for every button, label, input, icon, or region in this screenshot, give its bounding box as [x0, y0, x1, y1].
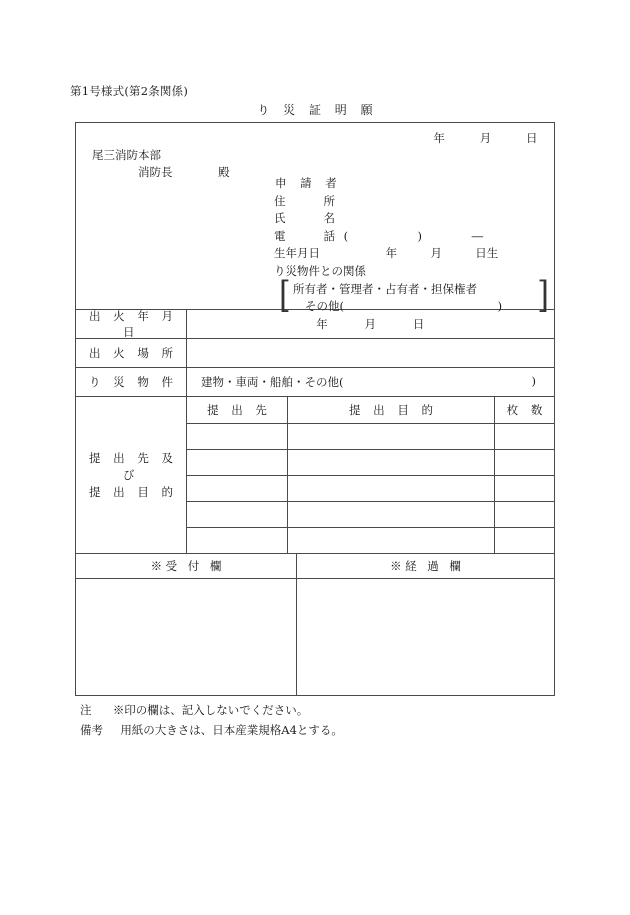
form-number: 第1号様式(第2条関係)	[70, 84, 189, 98]
office-use-body-row	[76, 578, 554, 695]
cell-quantity[interactable]	[494, 424, 554, 449]
submission-label-line1: 提 出 先 及 び	[89, 450, 178, 482]
progress-header: ※経 過 欄	[296, 554, 554, 578]
applicant-block	[76, 123, 554, 317]
cell-quantity[interactable]	[494, 450, 554, 475]
col-header-destination: 提 出 先	[207, 403, 272, 417]
birthdate-row[interactable]	[274, 245, 549, 263]
property-row	[76, 367, 554, 396]
bracket-left: [	[279, 274, 291, 317]
address-row[interactable]	[274, 193, 549, 211]
chief-honorific: 殿	[218, 165, 230, 179]
cell-quantity[interactable]	[494, 476, 554, 501]
property-label-cell	[76, 368, 186, 396]
form-frame	[75, 122, 555, 696]
property-options[interactable]: 建物・車両・船舶・その他(	[201, 375, 344, 389]
applicant-section-row	[76, 123, 554, 317]
fire-date-month: 月	[364, 317, 377, 331]
chief-title: 消防長	[138, 165, 173, 179]
col-header-purpose: 提 出 目 的	[287, 397, 494, 423]
cell-destination[interactable]	[187, 424, 287, 449]
fire-place-row	[76, 338, 554, 367]
submission-wrap	[76, 397, 554, 553]
application-date-day: 日	[526, 131, 538, 145]
application-date-month: 月	[479, 131, 492, 145]
fire-date-label: 出 火 年 月 日	[89, 309, 178, 339]
note-text: ※印の欄は、記入しないでください。	[112, 703, 309, 717]
property-value-cell[interactable]	[186, 368, 554, 396]
office-use-header-row	[76, 553, 554, 578]
reception-header: ※受 付 欄	[150, 559, 225, 573]
col-header-quantity: 枚 数	[494, 397, 554, 423]
fire-place-label: 出 火 場 所	[89, 346, 178, 360]
cell-destination[interactable]	[187, 476, 287, 501]
phone-label: 電 話	[274, 228, 340, 243]
fire-date-value-cell[interactable]	[186, 310, 554, 338]
cell-purpose[interactable]	[287, 450, 494, 475]
relation-other-close: )	[497, 299, 503, 313]
fire-place-value-cell[interactable]	[186, 339, 554, 367]
reception-area[interactable]	[76, 579, 296, 695]
bracket-right: ]	[537, 274, 549, 317]
fire-date-year: 年	[316, 317, 329, 331]
fire-place-label-cell	[76, 339, 186, 367]
submission-header-row	[187, 397, 554, 423]
applicant-fields	[274, 175, 549, 315]
organization-name: 尾三消防本部	[92, 148, 161, 162]
cell-destination[interactable]	[187, 502, 287, 527]
remark-key: 備考	[80, 723, 103, 737]
phone-row[interactable]	[274, 228, 549, 246]
remark-line	[80, 720, 343, 740]
birthdate-label: 生年月日	[274, 246, 320, 260]
submission-section-label	[76, 397, 186, 553]
name-row[interactable]	[274, 210, 549, 228]
cell-purpose[interactable]	[287, 528, 494, 553]
birth-day: 日生	[475, 246, 499, 260]
cell-quantity[interactable]	[494, 528, 554, 553]
relation-other-label: その他(	[305, 299, 344, 313]
cell-purpose[interactable]	[287, 476, 494, 501]
birth-year: 年	[385, 246, 398, 260]
footer-notes	[80, 700, 343, 740]
fire-date-day: 日	[412, 317, 425, 331]
relation-options[interactable]: 所有者・管理者・占有者・担保権者	[293, 282, 477, 296]
fire-date-label-cell	[76, 310, 186, 338]
cell-quantity[interactable]	[494, 502, 554, 527]
submission-table	[186, 397, 554, 553]
table-row[interactable]	[187, 501, 554, 527]
property-options-wrap	[187, 374, 554, 390]
phone-open-paren: (	[343, 228, 349, 243]
submission-section-row	[76, 396, 554, 553]
relation-label: り災物件との関係	[274, 263, 366, 278]
name-label: 氏 名	[274, 211, 340, 225]
address-label: 住 所	[274, 193, 340, 208]
application-date-line	[433, 130, 538, 146]
note-line	[80, 700, 343, 720]
property-label: り 災 物 件	[89, 375, 178, 389]
addressee-line	[138, 164, 230, 180]
cell-purpose[interactable]	[287, 502, 494, 527]
phone-close-paren: )	[417, 228, 422, 243]
table-row[interactable]	[187, 449, 554, 475]
applicant-label: 申 請 者	[275, 176, 342, 190]
table-row[interactable]	[187, 423, 554, 449]
table-row[interactable]	[187, 527, 554, 553]
cell-destination[interactable]	[187, 528, 287, 553]
remark-text: 用紙の大きさは、日本産業規格A4とする。	[120, 723, 343, 737]
fire-date-row	[76, 309, 554, 338]
document-title: り 災 証 明 願	[257, 103, 378, 117]
property-close-paren: )	[531, 374, 536, 388]
note-key: 注	[80, 703, 92, 717]
submission-label-line2: 提 出 目 的	[89, 484, 178, 499]
birth-month: 月	[430, 246, 442, 260]
applicant-label-row	[274, 175, 549, 193]
phone-dash: ―	[471, 228, 484, 243]
cell-purpose[interactable]	[287, 424, 494, 449]
table-row[interactable]	[187, 475, 554, 501]
progress-area[interactable]	[296, 579, 554, 695]
fire-date-value	[187, 316, 554, 332]
cell-destination[interactable]	[187, 450, 287, 475]
application-date-year: 年	[433, 131, 446, 145]
